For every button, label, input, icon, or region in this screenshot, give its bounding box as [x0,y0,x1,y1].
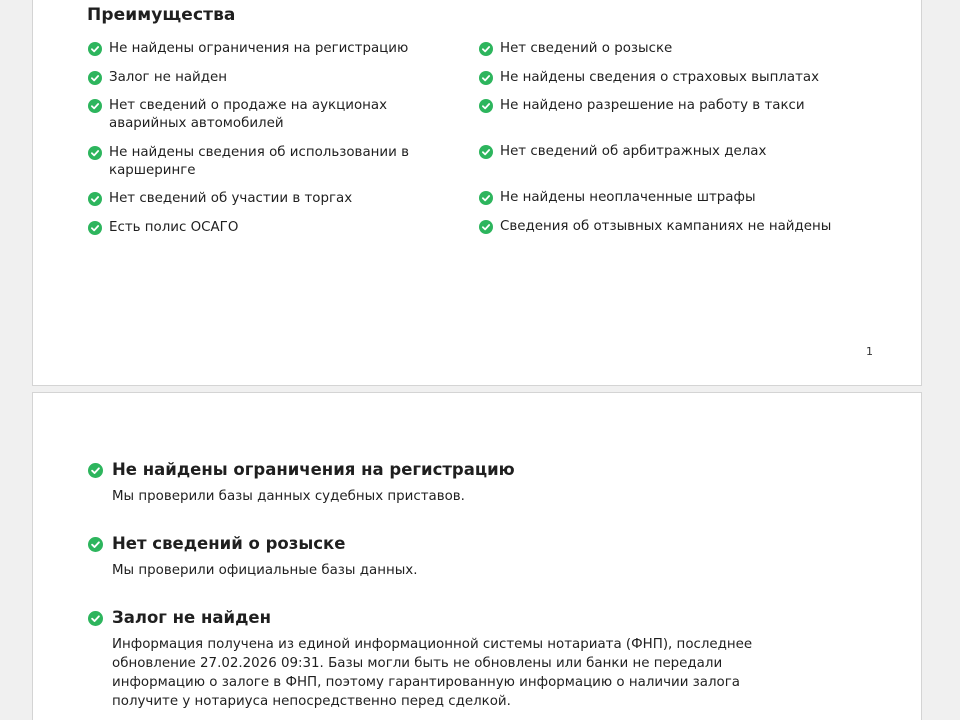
check-circle-icon [479,71,493,85]
detail-title [88,533,808,555]
advantage-item [88,69,468,87]
detail-title-text: Не найдены ограничения на регистрацию [112,460,515,479]
check-circle-icon [479,42,493,56]
detail-section-pledge [88,607,808,711]
advantage-item [88,144,468,180]
advantage-item [479,143,859,161]
advantages-title: Преимущества [87,5,236,25]
detail-section-wanted [88,533,808,580]
advantage-label: Нет сведений о продаже на аукционах аварийных автомобилей [109,98,388,131]
check-circle-icon [88,42,102,56]
check-circle-icon [88,221,102,235]
check-circle-icon [479,99,493,113]
detail-title-text: Нет сведений о розыске [112,534,346,553]
advantage-item [88,219,468,237]
detail-title [88,607,808,629]
advantage-label: Не найдено разрешение на работу в такси [500,98,805,113]
check-circle-icon [88,99,102,113]
detail-section-registration [88,459,808,506]
advantage-item [479,218,859,236]
detail-title-text: Залог не найден [112,608,271,627]
check-circle-icon [88,146,102,160]
advantage-label: Нет сведений о розыске [500,41,673,56]
check-circle-icon [88,611,103,626]
report-page-1 [32,0,922,386]
detail-text: Информация получена из единой информационной системы нотариата (ФНП), последнее обновление 27.02.2026 09:31. Базы могли быть не обновлены или банки не передали информацию о залоге в ФНП, поэтому гарантированную информацию о наличии залога получите у нотариуса непосредственно перед сделкой. [112,637,753,709]
advantage-item [88,190,468,208]
advantage-label: Не найдены сведения о страховых выплатах [500,69,820,85]
detail-text: Мы проверили базы данных судебных приставов. [112,489,465,504]
advantage-label: Нет сведений об участии в торгах [109,191,353,206]
advantage-item [479,40,859,58]
advantages-left-column [88,40,468,247]
advantage-label: Нет сведений об арбитражных делах [500,144,767,159]
advantage-label: Не найдены сведения об использовании в каршеринге [109,144,409,178]
advantage-label: Залог не найден [109,69,227,85]
detail-title [88,459,808,481]
advantage-label: Не найдены неоплаченные штрафы [500,190,756,205]
advantage-label: Сведения об отзывных кампаниях не найдены [500,218,832,234]
check-circle-icon [88,537,103,552]
advantage-label: Не найдены ограничения на регистрацию [109,41,409,56]
check-circle-icon [479,220,493,234]
check-circle-icon [88,463,103,478]
check-circle-icon [479,191,493,205]
advantage-item [479,189,859,207]
check-circle-icon [88,71,102,85]
report-page-2 [32,392,922,720]
detail-text: Мы проверили официальные базы данных. [112,563,418,578]
page-number: 1 [866,345,873,358]
check-circle-icon [479,145,493,159]
advantage-item [88,40,468,58]
advantage-item [479,97,859,115]
advantage-label: Есть полис ОСАГО [109,219,239,235]
advantages-right-column [479,40,859,246]
check-circle-icon [88,192,102,206]
advantage-item [479,69,859,87]
advantage-item [88,97,468,133]
